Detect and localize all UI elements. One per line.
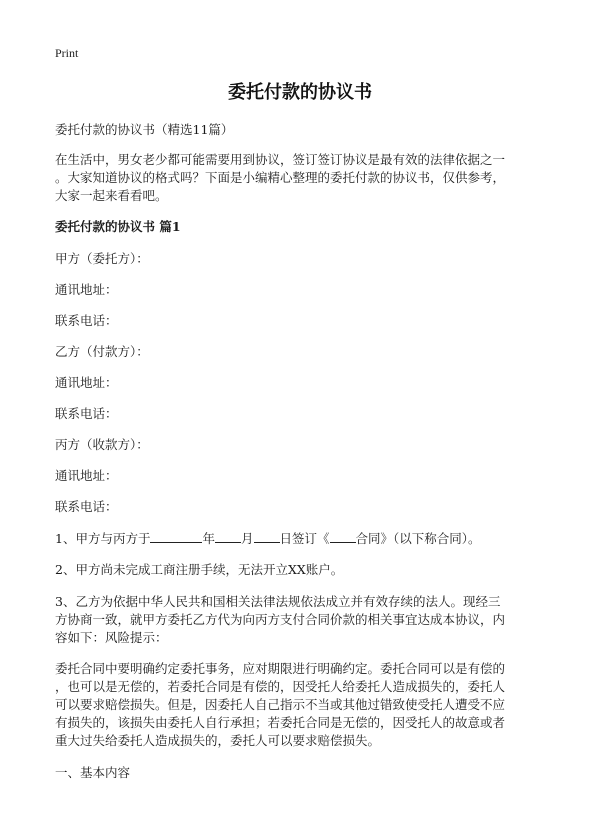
clause-1-month: 月 <box>240 531 254 546</box>
party-b-label: 乙方（付款方）： <box>55 344 149 359</box>
party-a-phone-label: 联系电话： <box>55 313 118 328</box>
party-b-phone-label: 联系电话： <box>55 406 118 421</box>
intro-line-3: 大家一起来看看吧。 <box>55 188 168 203</box>
clause-3-line-3: 容如下：风险提示： <box>55 630 168 645</box>
risk-line-2: ，也可以是无偿的，若委托合同是有偿的，因受托人给委托人造成损失的，委托人 <box>55 679 506 694</box>
clause-3-line-2: 方协商一致，就甲方委托乙方代为向丙方支付合同价款的相关事宜达成本协议，内 <box>55 612 506 627</box>
risk-line-4: 有损失的，该损失由委托人自行承担；若委托合同是无偿的，因受托人的故意或者 <box>55 715 506 730</box>
party-a-label: 甲方（委托方）： <box>55 251 149 266</box>
party-a-address-label: 通讯地址： <box>55 282 118 297</box>
clause-1-prefix: 1、甲方与丙方于 <box>55 531 151 546</box>
party-c-phone-label: 联系电话： <box>55 499 118 514</box>
intro-line-2: 。大家知道协议的格式吗？下面是小编精心整理的委托付款的协议书，仅供参考， <box>55 170 506 185</box>
party-c-address-label: 通讯地址： <box>55 468 118 483</box>
document-subtitle: 委托付款的协议书（精选11篇） <box>55 122 234 137</box>
risk-line-5: 重大过失给委托人造成损失的，委托人可以要求赔偿损失。 <box>55 733 381 748</box>
clause-1-contract: 合同》（以下称合同）。 <box>355 531 481 546</box>
risk-line-1: 委托合同中要明确约定委托事务，应对期限进行明确约定。委托合同可以是有偿的 <box>55 661 506 676</box>
section-one-heading: 一、基本内容 <box>55 765 131 780</box>
blank-contract <box>330 530 356 543</box>
risk-line-3: 可以要求赔偿损失。但是，因委托人自己指示不当或其他过错致使受托人遭受不应 <box>55 697 506 712</box>
clause-1-year: 年 <box>202 531 215 546</box>
clause-2: 2、甲方尚未完成工商注册手续，无法开立XX账户。 <box>55 562 344 577</box>
clause-1 <box>55 530 481 548</box>
intro-line-1: 在生活中，男女老少都可能需要用到协议，签订签订协议是最有效的法律依据之一 <box>55 152 506 167</box>
document-title: 委托付款的协议书 <box>228 82 372 103</box>
blank-day <box>254 530 280 543</box>
section-heading: 委托付款的协议书 篇1 <box>55 219 181 234</box>
party-b-address-label: 通讯地址： <box>55 375 118 390</box>
blank-month <box>215 530 241 543</box>
clause-1-day: 日签订《 <box>279 531 330 546</box>
blank-year <box>150 530 202 543</box>
print-link[interactable]: Print <box>55 46 79 60</box>
party-c-label: 丙方（收款方）： <box>55 437 149 452</box>
clause-3-line-1: 3、乙方为依据中华人民共和国相关法律法规依法成立并有效存续的法人。现经三 <box>55 594 501 609</box>
